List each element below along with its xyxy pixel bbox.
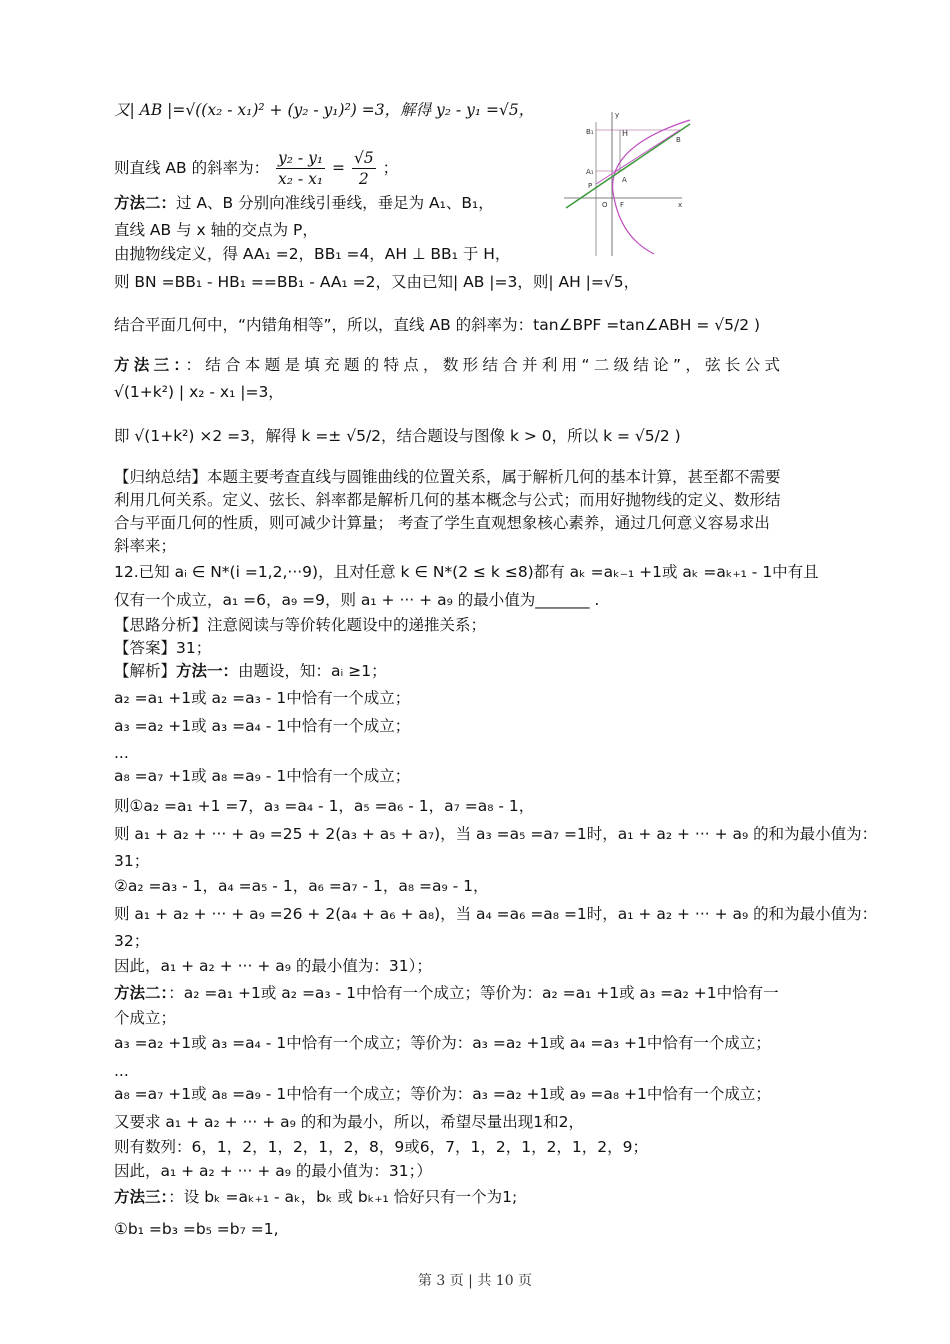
text-line: 直线 AB 与 x 轴的交点为 P，: [114, 221, 318, 239]
label-b: B: [676, 136, 681, 144]
text-line: 方法三：：结合本题是填充题的特点，数形结合并利用“二级结论”，弦长公式: [114, 356, 785, 374]
parabola-figure: [562, 108, 697, 258]
text-line: 又| AB |=√((x₂ - x₁)² + (y₂ - y₁)²) =3，解得 y₂ - y₁ =√5，: [114, 101, 535, 119]
text-line: 【归纳总结】本题主要考查直线与圆锥曲线的位置关系，属于解析几何的基本计算，甚至都不需要: [114, 468, 781, 486]
text-line: 个成立；: [114, 1009, 177, 1027]
text-line: 31；: [114, 852, 150, 870]
text-line: 【答案】31；: [114, 639, 212, 657]
text-line: 合与平面几何的性质，则可减少计算量； 考查了学生直观想象核心素养，通过几何意义容易求出: [114, 514, 770, 532]
text-line: 斜率来；: [114, 537, 177, 555]
label-y: y: [615, 111, 620, 119]
label-x: x: [678, 201, 683, 209]
label-o: O: [602, 201, 608, 209]
text-line: ②a₂ =a₃ - 1，a₄ =a₅ - 1，a₆ =a₇ - 1，a₈ =a₉ - 1，: [114, 877, 489, 895]
text-line: 则直线 AB 的斜率为： $\frac{\text{y₂ - y₁}}{\text{x₂ - x₁}}$ = $\frac{√5}{2}$ ；: [114, 149, 399, 188]
text-line: a₃ =a₂ +1或 a₃ =a₄ - 1中恰有一个成立；等价为：a₃ =a₂ +1或 a₄ =a₃ +1中恰有一个成立；: [114, 1034, 771, 1052]
text-line: a₈ =a₇ +1或 a₈ =a₉ - 1中恰有一个成立；: [114, 767, 411, 785]
sqrt5-over-2-fraction: $\frac{√5}{2}$: [353, 149, 374, 188]
text-line: 32；: [114, 932, 150, 950]
text-line: 则有数列：6，1，2，1，2，1，2，8，9或6，7，1，2，1，2，1，2，9；: [114, 1138, 649, 1156]
pb-segment: [596, 130, 680, 184]
text-line: 12.已知 aᵢ ∈ N*(i =1,2,···9)，且对任意 k ∈ N*(2 ≤ k ≤8)都有 aₖ =aₖ₋₁ +1或 aₖ =aₖ₊₁ - 1中有且: [114, 563, 819, 581]
text-line: 则 a₁ + a₂ + ··· + a₉ =26 + 2(a₄ + a₆ + a₈)，当 a₄ =a₆ =a₈ =1时，a₁ + a₂ + ··· + a₉ 的和为最小值为：: [114, 905, 878, 923]
text-line: ...: [114, 744, 129, 762]
text-line: 又要求 a₁ + a₂ + ··· + a₉ 的和为最小，所以，希望尽量出现1和2，: [114, 1113, 585, 1131]
text-line: 则①a₂ =a₁ +1 =7，a₃ =a₄ - 1，a₅ =a₆ - 1，a₇ =a₈ - 1，: [114, 797, 535, 815]
text-line: ①b₁ =b₃ =b₅ =b₇ =1,: [114, 1220, 279, 1238]
text-line: 方法三：：设 bₖ =aₖ₊₁ - aₖ，bₖ 或 bₖ₊₁ 恰好只有一个为1;: [114, 1188, 518, 1206]
text-line: 因此，a₁ + a₂ + ··· + a₉ 的最小值为：31；）: [114, 1162, 432, 1180]
text-line: √(1+k²) | x₂ - x₁ |=3，: [114, 383, 284, 401]
text-line: 【解析】方法一：由题设，知：aᵢ ≥1；: [114, 662, 387, 680]
label-h: H: [622, 129, 629, 138]
page-footer: 第 3 页 | 共 10 页: [417, 1273, 533, 1289]
label-b1: B₁: [586, 128, 594, 136]
text-line: 即 √(1+k²) ×2 =3，解得 k =± √5/2，结合题设与图像 k > 0，所以 k = √5/2 ): [114, 427, 681, 445]
text-line: 因此，a₁ + a₂ + ··· + a₉ 的最小值为：31）；: [114, 957, 432, 975]
text-line: 【思路分析】注意阅读与等价转化题设中的递推关系；: [114, 616, 487, 634]
label-f: F: [620, 201, 625, 209]
text-line: a₂ =a₁ +1或 a₂ =a₃ - 1中恰有一个成立；: [114, 689, 411, 707]
text-line: 则 BN =BB₁ - HB₁ ==BB₁ - AA₁ =2，又由已知| AB |=3，则| AH |=√5，: [114, 273, 640, 291]
text-line: 结合平面几何中，“内错角相等”，所以，直线 AB 的斜率为：tan∠BPF =tan∠ABH = √5/2 ): [114, 316, 761, 334]
text-line: a₃ =a₂ +1或 a₃ =a₄ - 1中恰有一个成立；: [114, 717, 411, 735]
text-line: 仅有一个成立，a₁ =6，a₉ =9，则 a₁ + ··· + a₉ 的最小值为_______ .: [114, 591, 600, 609]
text-line: a₈ =a₇ +1或 a₈ =a₉ - 1中恰有一个成立；等价为：a₃ =a₂ +1或 a₉ =a₈ +1中恰有一个成立；: [114, 1085, 771, 1103]
text-line: 则 a₁ + a₂ + ··· + a₉ =25 + 2(a₃ + a₅ + a₇)，当 a₃ =a₅ =a₇ =1时，a₁ + a₂ + ··· + a₉ 的和为最小值为：: [114, 825, 878, 843]
label-p: P: [588, 182, 593, 190]
slope-fraction: $\frac{\text{y₂ - y₁}}{\text{x₂ - x₁}}$: [278, 149, 324, 188]
label-a1: A₁: [586, 168, 594, 176]
text-line: 方法二：过 A、B 分别向准线引垂线，垂足为 A₁、B₁，: [114, 194, 494, 212]
text-line: 方法二：：a₂ =a₁ +1或 a₂ =a₃ - 1中恰有一个成立；等价为：a₂ =a₁ +1或 a₃ =a₂ +1中恰有一: [114, 984, 779, 1002]
label-a: A: [622, 176, 627, 184]
text-line: ...: [114, 1062, 129, 1080]
text-line: 利用几何关系。定义、弦长、斜率都是解析几何的基本概念与公式；而用好抛物线的定义、数形结: [114, 491, 781, 509]
text-line: 由抛物线定义，得 AA₁ =2，BB₁ =4，AH ⊥ BB₁ 于 H，: [114, 245, 511, 263]
